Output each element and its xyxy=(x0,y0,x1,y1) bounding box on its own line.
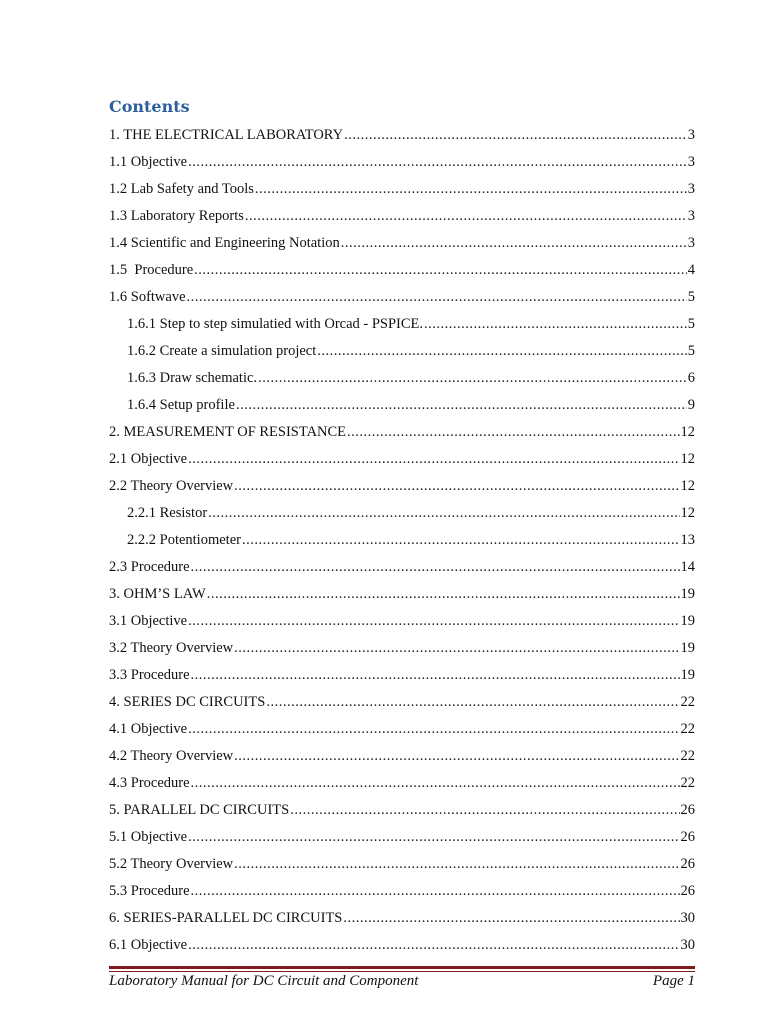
toc-entry-label: 1.6.2 Create a simulation project xyxy=(127,343,317,359)
toc-entry-page: 12 xyxy=(680,478,695,494)
toc-entry-label: 2.3 Procedure xyxy=(109,559,190,575)
toc-entry[interactable] xyxy=(109,819,695,846)
toc-dot-leader xyxy=(208,504,679,522)
toc-entry-label: 1.1 Objective xyxy=(109,154,188,170)
toc-dot-leader xyxy=(191,774,680,792)
toc-dot-leader xyxy=(188,612,679,630)
toc-list xyxy=(109,117,695,954)
toc-entry-label: 6. SERIES-PARALLEL DC CIRCUITS xyxy=(109,910,343,926)
toc-entry-label: 5.2 Theory Overview xyxy=(109,856,234,872)
toc-entry-page: 3 xyxy=(687,208,695,224)
toc-entry-page: 6 xyxy=(687,370,695,386)
toc-entry-label: 1.6 Softwave xyxy=(109,289,186,305)
toc-dot-leader xyxy=(234,855,679,873)
toc-entry-page: 3 xyxy=(687,127,695,143)
toc-entry-page: 4 xyxy=(687,262,695,278)
toc-dot-leader xyxy=(341,234,687,252)
toc-entry-page: 3 xyxy=(687,235,695,251)
toc-entry[interactable] xyxy=(109,441,695,468)
toc-dot-leader xyxy=(234,747,679,765)
toc-entry-label: 1.6.4 Setup profile xyxy=(127,397,235,413)
toc-entry[interactable] xyxy=(109,495,695,522)
toc-entry-page: 19 xyxy=(680,640,695,656)
toc-dot-leader xyxy=(234,639,679,657)
toc-entry[interactable] xyxy=(109,549,695,576)
toc-entry[interactable] xyxy=(109,387,695,414)
toc-dot-leader xyxy=(290,801,679,819)
toc-entry-label: 6.1 Objective xyxy=(109,937,188,953)
toc-dot-leader xyxy=(242,531,680,549)
toc-entry-page: 22 xyxy=(680,694,695,710)
toc-entry-label: 3. OHM’S LAW xyxy=(109,586,206,602)
toc-entry[interactable] xyxy=(109,414,695,441)
toc-entry-page: 26 xyxy=(680,856,695,872)
toc-entry-label: 2. MEASUREMENT OF RESISTANCE xyxy=(109,424,347,440)
toc-entry[interactable] xyxy=(109,198,695,225)
toc-entry[interactable] xyxy=(109,522,695,549)
toc-entry[interactable] xyxy=(109,900,695,927)
toc-entry-page: 19 xyxy=(680,613,695,629)
footer-title: Laboratory Manual for DC Circuit and Component xyxy=(109,973,419,989)
toc-entry-label: 5.3 Procedure xyxy=(109,883,190,899)
toc-entry-label: 5. PARALLEL DC CIRCUITS xyxy=(109,802,290,818)
toc-entry[interactable] xyxy=(109,684,695,711)
toc-entry-label: 1.3 Laboratory Reports xyxy=(109,208,244,224)
toc-entry-page: 3 xyxy=(687,181,695,197)
toc-dot-leader xyxy=(191,882,680,900)
toc-dot-leader xyxy=(347,423,679,441)
toc-dot-leader xyxy=(188,450,679,468)
toc-entry-label: 1.6.3 Draw schematic. xyxy=(127,370,258,386)
toc-entry-page: 30 xyxy=(680,937,695,953)
toc-entry-label: 1.6.1 Step to step simulatied with Orcad - PSPICE. xyxy=(127,316,424,332)
toc-entry-label: 1.5 Procedure xyxy=(109,262,194,278)
toc-dot-leader xyxy=(344,126,687,144)
toc-entry-label: 2.1 Objective xyxy=(109,451,188,467)
toc-dot-leader xyxy=(191,666,680,684)
toc-entry-page: 22 xyxy=(680,748,695,764)
toc-dot-leader xyxy=(424,315,687,333)
toc-entry-label: 3.3 Procedure xyxy=(109,667,190,683)
toc-entry-page: 5 xyxy=(687,316,695,332)
toc-entry-label: 4.3 Procedure xyxy=(109,775,190,791)
toc-entry-page: 26 xyxy=(680,883,695,899)
toc-entry[interactable] xyxy=(109,225,695,252)
toc-entry[interactable] xyxy=(109,846,695,873)
toc-dot-leader xyxy=(258,369,687,387)
toc-title: Contents xyxy=(109,97,190,116)
toc-entry[interactable] xyxy=(109,144,695,171)
toc-dot-leader xyxy=(188,720,679,738)
toc-entry[interactable] xyxy=(109,306,695,333)
toc-entry-label: 3.1 Objective xyxy=(109,613,188,629)
toc-entry-label: 4.2 Theory Overview xyxy=(109,748,234,764)
footer-page-number: Page 1 xyxy=(652,973,695,989)
toc-entry[interactable] xyxy=(109,279,695,306)
toc-entry-label: 2.2 Theory Overview xyxy=(109,478,234,494)
toc-dot-leader xyxy=(191,558,680,576)
toc-entry[interactable] xyxy=(109,927,695,954)
toc-entry-label: 2.2.2 Potentiometer xyxy=(127,532,241,548)
toc-entry-page: 14 xyxy=(680,559,695,575)
toc-entry[interactable] xyxy=(109,252,695,279)
toc-entry-page: 9 xyxy=(687,397,695,413)
toc-dot-leader xyxy=(194,261,687,279)
toc-entry-page: 3 xyxy=(687,154,695,170)
toc-entry[interactable] xyxy=(109,468,695,495)
toc-dot-leader xyxy=(207,585,680,603)
toc-dot-leader xyxy=(255,180,687,198)
toc-dot-leader xyxy=(245,207,687,225)
footer-rule xyxy=(109,966,695,969)
toc-entry-page: 13 xyxy=(680,532,695,548)
toc-dot-leader xyxy=(343,909,679,927)
toc-entry[interactable] xyxy=(109,630,695,657)
toc-entry-label: 5.1 Objective xyxy=(109,829,188,845)
toc-entry[interactable] xyxy=(109,360,695,387)
toc-entry-page: 26 xyxy=(680,829,695,845)
toc-entry-page: 19 xyxy=(680,667,695,683)
toc-entry[interactable] xyxy=(109,657,695,684)
toc-entry-page: 22 xyxy=(680,721,695,737)
toc-entry-label: 4. SERIES DC CIRCUITS xyxy=(109,694,266,710)
toc-dot-leader xyxy=(188,828,679,846)
toc-entry[interactable] xyxy=(109,765,695,792)
toc-entry-page: 5 xyxy=(687,343,695,359)
toc-dot-leader xyxy=(236,396,687,414)
toc-entry-label: 2.2.1 Resistor xyxy=(127,505,208,521)
toc-dot-leader xyxy=(234,477,679,495)
toc-entry-label: 4.1 Objective xyxy=(109,721,188,737)
toc-entry[interactable] xyxy=(109,873,695,900)
toc-dot-leader xyxy=(317,342,686,360)
footer-rule-thin xyxy=(109,971,695,972)
toc-entry-label: 1.2 Lab Safety and Tools xyxy=(109,181,254,197)
toc-entry-label: 1. THE ELECTRICAL LABORATORY xyxy=(109,127,344,143)
toc-entry[interactable] xyxy=(109,603,695,630)
toc-entry-page: 12 xyxy=(680,451,695,467)
toc-entry-page: 30 xyxy=(680,910,695,926)
toc-dot-leader xyxy=(266,693,679,711)
toc-entry[interactable] xyxy=(109,333,695,360)
toc-dot-leader xyxy=(187,288,687,306)
toc-entry-page: 19 xyxy=(680,586,695,602)
toc-dot-leader xyxy=(188,936,679,954)
toc-entry[interactable] xyxy=(109,576,695,603)
toc-entry-label: 1.4 Scientific and Engineering Notation xyxy=(109,235,340,251)
toc-entry[interactable] xyxy=(109,792,695,819)
toc-entry[interactable] xyxy=(109,117,695,144)
toc-entry-page: 26 xyxy=(680,802,695,818)
toc-entry-page: 12 xyxy=(680,505,695,521)
toc-entry-page: 12 xyxy=(680,424,695,440)
toc-entry[interactable] xyxy=(109,738,695,765)
toc-entry-label: 3.2 Theory Overview xyxy=(109,640,234,656)
toc-entry-page: 22 xyxy=(680,775,695,791)
toc-entry-page: 5 xyxy=(687,289,695,305)
toc-entry[interactable] xyxy=(109,711,695,738)
toc-entry[interactable] xyxy=(109,171,695,198)
toc-dot-leader xyxy=(188,153,687,171)
